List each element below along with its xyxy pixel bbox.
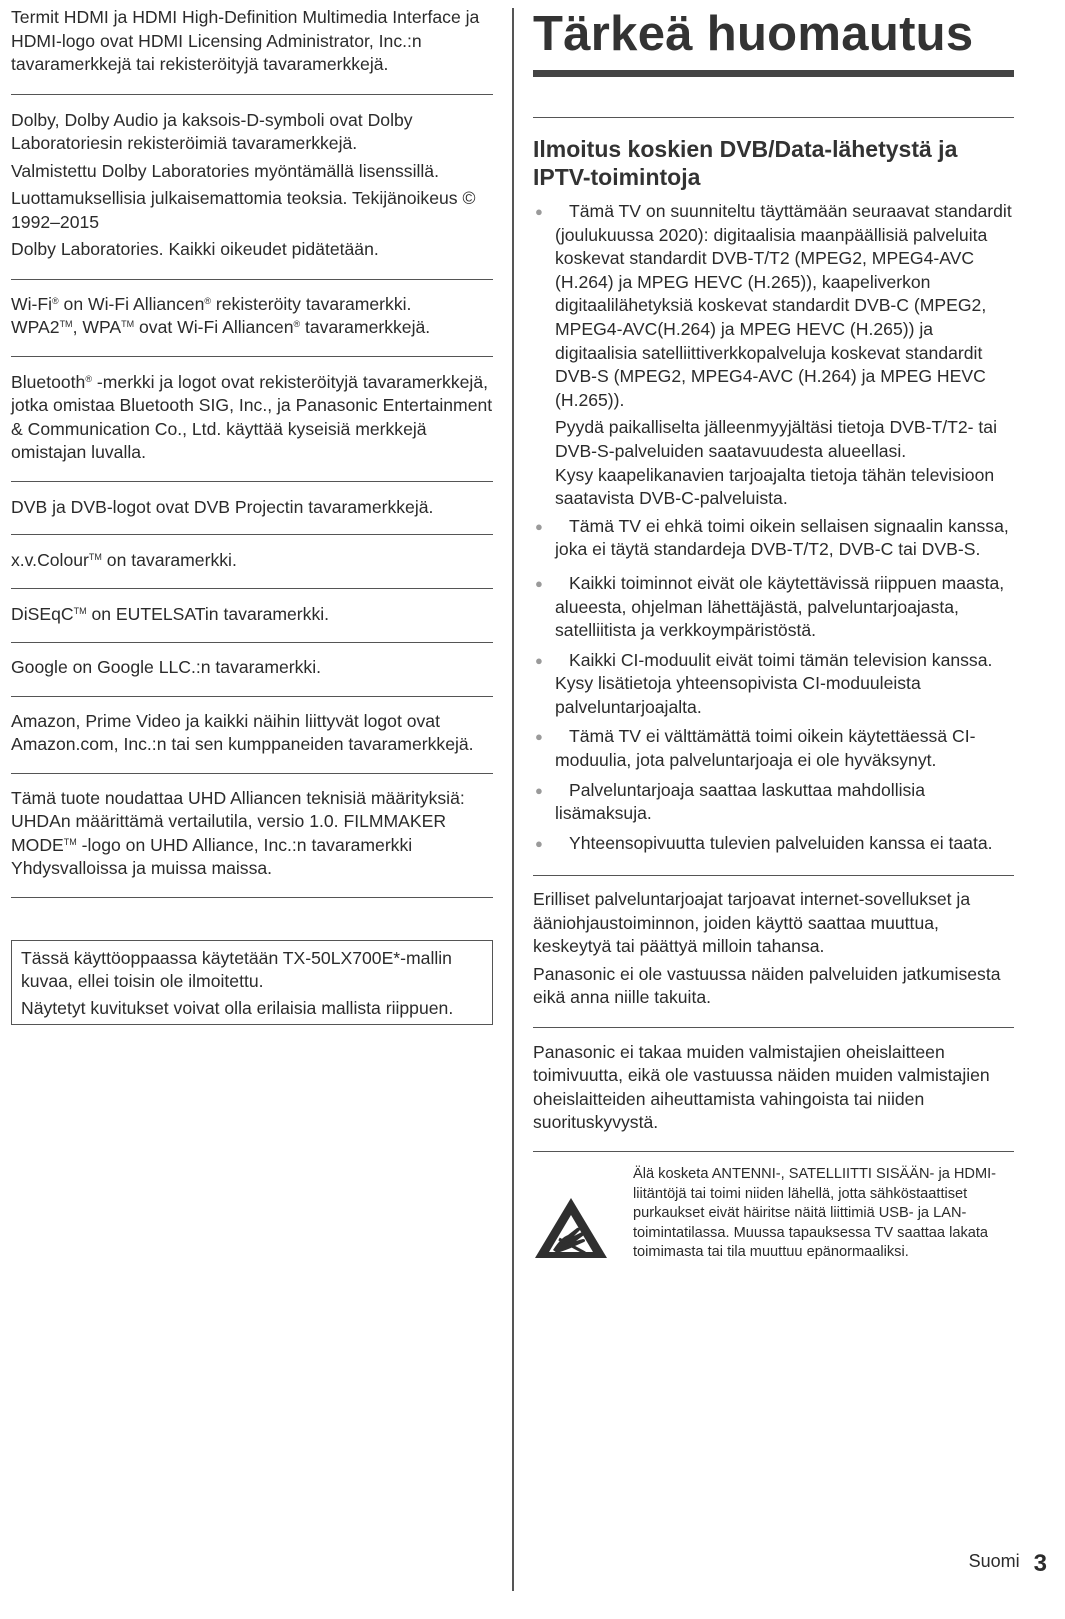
divider <box>11 642 493 643</box>
list-item-note-2: Kysy kaapelikanavien tarjoajalta tietoja tähän televisioon saatavista DVB-C-palveluista. <box>555 464 995 509</box>
column-divider <box>512 8 514 1591</box>
dolby-text-1: Dolby, Dolby Audio ja kaksois-D-symboli ovat Dolby Laboratoriesin rekisteröimiä tavaramerkkejä. <box>11 109 413 153</box>
google-section <box>11 656 493 680</box>
divider <box>11 481 493 482</box>
dvb-section <box>11 496 493 520</box>
list-item: ● Palveluntarjoaja saattaa laskuttaa mahdollisia lisämaksuja. <box>535 779 925 824</box>
divider <box>11 897 493 898</box>
page-footer <box>969 1550 1047 1578</box>
bullet-icon: ● <box>535 204 543 219</box>
internet-services-text-1: Erilliset palveluntarjoajat tarjoavat internet-sovellukset ja ääniohjaustoiminnon, joiden käyttö saattaa muuttua, keskeytyä tai päättyä milloin tahansa. <box>533 889 971 957</box>
dvb-notice-heading: Ilmoitus koskien DVB/Data-lähetystä ja IPTV-toimintoja <box>533 136 958 190</box>
list-item: ● Tämä TV on suunniteltu täyttämään seuraavat standardit (joulukuussa 2020): digitaalisia maanpäällisiä palveluita koskevat standardit DVB-T/T2 (MPEG2, MPEG4-AVC (H.264) ja MPEG HEVC (H.265)), kaapeliverkon digitaalilähetyksiä koskevat standardit DVB-C (MPEG2, MPEG4-AVC(H.264) ja MPEG HEVC (H.265)) ja digitaalisia satelliittiverkkopalveluja koskevat standardit DVB-S (MPEG2, MPEG4-AVC (H.264) ja MPEG HEVC (H.265)). Pyydä paikalliselta jälleenmyyjältäsi tietoja DVB-T/T2- tai DVB-S-palveluiden saatavuudesta alueellasi. Kysy kaapelikanavien tarjoajalta tietoja tähän televisioon saatavista DVB-C-palveluista. <box>533 200 1014 511</box>
right-column <box>533 0 1014 1266</box>
xvcolour-text: x.v.Colour™ on tavaramerkki. <box>11 550 237 570</box>
google-text: Google on Google LLC.:n tavaramerkki. <box>11 657 322 677</box>
peripherals-section <box>533 1041 1014 1135</box>
page-title: Tärkeä huomautus <box>533 7 974 61</box>
diseqc-text: DiSEqC™ on EUTELSATin tavaramerkki. <box>11 603 330 624</box>
bullet-icon: ● <box>535 729 543 745</box>
esd-warning-text: Älä kosketa ANTENNI-, SATELLIITTI SISÄÄN- ja HDMI-liitäntöjä tai toimi niiden lähellä, jotta sähköstaattiset purkaukset eivät häiritse näitä liittimiä USB- ja LAN-toimintatilassa. Muussa tapauksessa TV saattaa lakata toimimasta tai tila muuttuu epänormaaliksi. <box>633 1165 997 1261</box>
internet-services-text-2: Panasonic ei ole vastuussa näiden palveluiden jatkumisesta eikä anna niille takuita. <box>533 963 1001 1008</box>
bluetooth-section <box>11 371 493 465</box>
hdmi-text: Termit HDMI ja HDMI High-Definition Multimedia Interface ja HDMI-logo ovat HDMI Licensing Administrator, Inc.:n tavaramerkkejä tai rekisteröityjä tavaramerkkejä. <box>11 7 480 74</box>
divider <box>533 1151 1014 1152</box>
esd-warning <box>533 1165 1014 1266</box>
amazon-text: Amazon, Prime Video ja kaikki näihin liittyvät logot ovat Amazon.com, Inc.:n tai sen kumppaneiden tavaramerkkejä. <box>11 710 474 754</box>
uhd-text: Tämä tuote noudattaa UHD Alliancen teknisiä määrityksiä: UHDAn määrittämä vertailutila, versio 1.0. FILMMAKER MODE™ -logo on UHD Alliance, Inc.:n tavaramerkki Yhdysvalloissa ja muissa maissa. <box>11 787 465 878</box>
list-item: ● Tämä TV ei ehkä toimi oikein sellaisen signaalin kanssa, joka ei täytä standardeja DVB-T/T2, DVB-C tai DVB-S. <box>535 515 1009 560</box>
list-item: ● Yhteensopivuutta tulevien palveluiden kanssa ei taata. <box>533 832 1014 856</box>
dolby-text-2: Valmistettu Dolby Laboratories myöntämällä lisenssillä. <box>11 160 439 181</box>
divider <box>11 279 493 280</box>
dolby-text-4: Dolby Laboratories. Kaikki oikeudet pidätetään. <box>11 239 379 259</box>
footer-language: Suomi <box>968 1551 1020 1571</box>
title-underline <box>533 70 1014 77</box>
model-note-text-2: Näytetyt kuvitukset voivat olla erilaisia mallista riippuen. <box>21 997 454 1018</box>
divider <box>11 534 493 535</box>
divider <box>11 94 493 95</box>
dolby-section <box>11 109 493 262</box>
bullet-icon: ● <box>535 782 543 798</box>
dvb-notice-list <box>533 200 1014 855</box>
list-item: ● Kaikki toiminnot eivät ole käytettävissä riippuen maasta, alueesta, ohjelman lähettäjästä, palveluntarjoajasta, satelliitista ja verkkoympäristöstä. <box>535 572 1005 641</box>
wifi-section <box>11 293 493 340</box>
page-number: 3 <box>1033 1550 1047 1577</box>
list-item: ● Kaikki CI-moduulit eivät toimi tämän television kanssa. Kysy lisätietoja yhteensopivista CI-moduuleista palveluntarjoajalta. <box>535 649 993 717</box>
list-item-note-1: Pyydä paikalliselta jälleenmyyjältäsi tietoja DVB-T/T2- tai DVB-S-palveluiden saatavuudesta alueellasi. <box>555 417 997 461</box>
amazon-section <box>11 710 493 757</box>
dolby-text-3: Luottamuksellisia julkaisemattomia teoksia. Tekijänoikeus © 1992–2015 <box>11 188 476 232</box>
bullet-icon: ● <box>535 575 543 591</box>
divider <box>533 1027 1014 1028</box>
xvcolour-section <box>11 549 493 573</box>
model-note-box <box>11 940 493 1025</box>
divider <box>533 875 1014 876</box>
wifi-text-2: WPA2™, WPA™ ovat Wi-Fi Alliancen® tavaramerkkejä. <box>11 317 431 337</box>
divider <box>11 773 493 774</box>
peripherals-text: Panasonic ei takaa muiden valmistajien oheislaitteen toimivuutta, eikä ole vastuussa näiden muiden valmistajien oheislaitteiden aiheuttamista vahingoista tai niiden suorituskyvystä. <box>533 1041 990 1133</box>
divider <box>533 117 1014 118</box>
esd-warning-icon <box>533 1165 633 1266</box>
dvb-text: DVB ja DVB-logot ovat DVB Projectin tavaramerkkejä. <box>11 496 434 517</box>
hdmi-section <box>11 6 493 77</box>
diseqc-section <box>11 603 493 627</box>
divider <box>11 696 493 697</box>
bluetooth-text: Bluetooth® -merkki ja logot ovat rekisteröityjä tavaramerkkejä, jotka omistaa Bluetooth SIG, Inc., ja Panasonic Entertainment & Communication Co., Ltd. käyttää kyseisiä merkkejä omistajan luvalla. <box>11 371 493 462</box>
divider <box>11 356 493 357</box>
model-note-text-1: Tässä käyttöoppaassa käytetään TX-50LX700E*-mallin kuvaa, ellei toisin ole ilmoitettu. <box>21 947 452 991</box>
left-column <box>11 0 493 1025</box>
bullet-icon: ● <box>535 652 543 668</box>
divider <box>11 588 493 589</box>
internet-services-section <box>533 888 1014 1010</box>
bullet-icon: ● <box>535 518 543 534</box>
list-item: ● Tämä TV ei välttämättä toimi oikein käytettäessä CI-moduulia, jota palveluntarjoaja ei ole hyväksynyt. <box>535 726 976 771</box>
uhd-section <box>11 787 493 881</box>
wifi-text-1: Wi-Fi® on Wi-Fi Alliancen® rekisteröity tavaramerkki. <box>11 293 412 314</box>
bullet-icon: ● <box>535 835 543 851</box>
